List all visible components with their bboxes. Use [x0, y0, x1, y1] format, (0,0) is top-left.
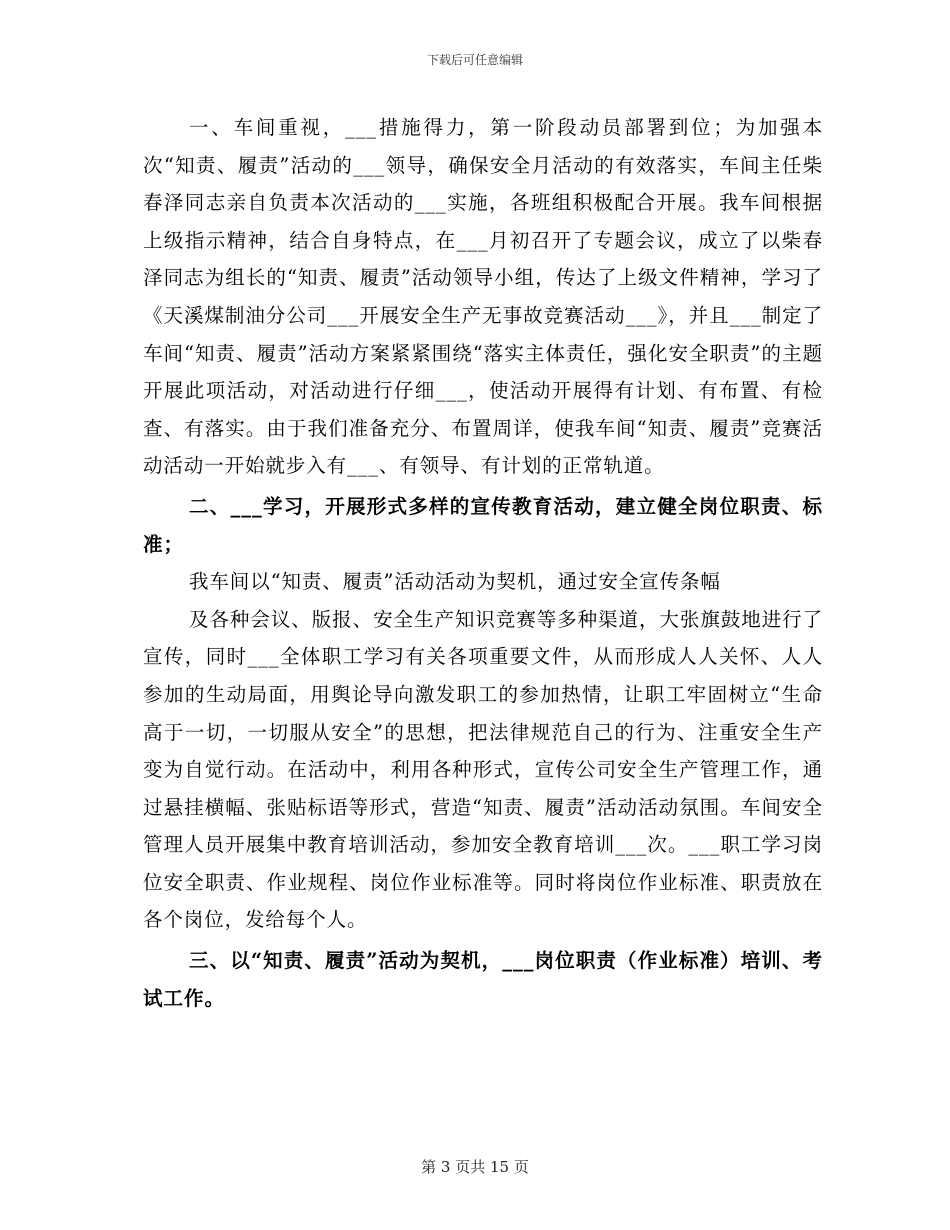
paragraph-2 — [143, 563, 823, 939]
page-number: 第 3 页共 15 页 — [421, 1158, 529, 1176]
page-header: 下载后可任意编辑 — [426, 53, 523, 67]
paragraph-2-body: 及各种会议、版报、安全生产知识竞赛等多种渠道，大张旗鼓地进行了宣传，同时___全体职工学习有关各项重要文件，从而形成人人关怀、人人参加的生动局面，用舆论导向激发职工的参加热情，让职工牢固树立“生命高于一切，一切服从安全”的思想，把法律规范自己的行为、注重安全生产变为自觉行动。在活动中，利用各种形式，宣传公司安全生产管理工作，通过悬挂横幅、张贴标语等形式，营造“知责、履责”活动活动氛围。车间安全管理人员开展集中教育培训活动，参加安全教育培训___次。___职工学习岗位安全职责、作业规程、岗位作业标准等。同时将岗位作业标准、职责放在各个岗位，发给每个人。 — [143, 607, 823, 932]
section-heading-3: 三、以“知责、履责”活动为契机，___岗位职责（作业标准）培训、考试工作。 — [143, 949, 823, 1010]
paragraph-2-first-line: 我车间以“知责、履责”活动活动为契机，通过安全宣传条幅 — [189, 570, 721, 594]
document-body — [143, 109, 823, 1017]
section-heading-2: 二、___学习，开展形式多样的宣传教育活动，建立健全岗位职责、标准； — [143, 494, 823, 556]
paragraph-1: 一、车间重视，___措施得力，第一阶段动员部署到位；为加强本次“知责、履责”活动的___领导，确保安全月活动的有效落实，车间主任柴春泽同志亲自负责本次活动的___实施，各班组积极配合开展。我车间根据上级指示精神，结合自身特点，在___月初召开了专题会议，成立了以柴春泽同志为组长的“知责、履责”活动领导小组，传达了上级文件精神，学习了《天溪煤制油分公司___开展安全生产无事故竞赛活动___》，并且___制定了车间“知责、履责”活动方案紧紧围绕“落实主体责任，强化安全职责”的主题开展此项活动，对活动进行仔细___，使活动开展得有计划、有布置、有检查、有落实。由于我们准备充分、布置周详，使我车间“知责、履责”竞赛活动活动一开始就步入有___、有领导、有计划的正常轨道。 — [143, 116, 823, 478]
